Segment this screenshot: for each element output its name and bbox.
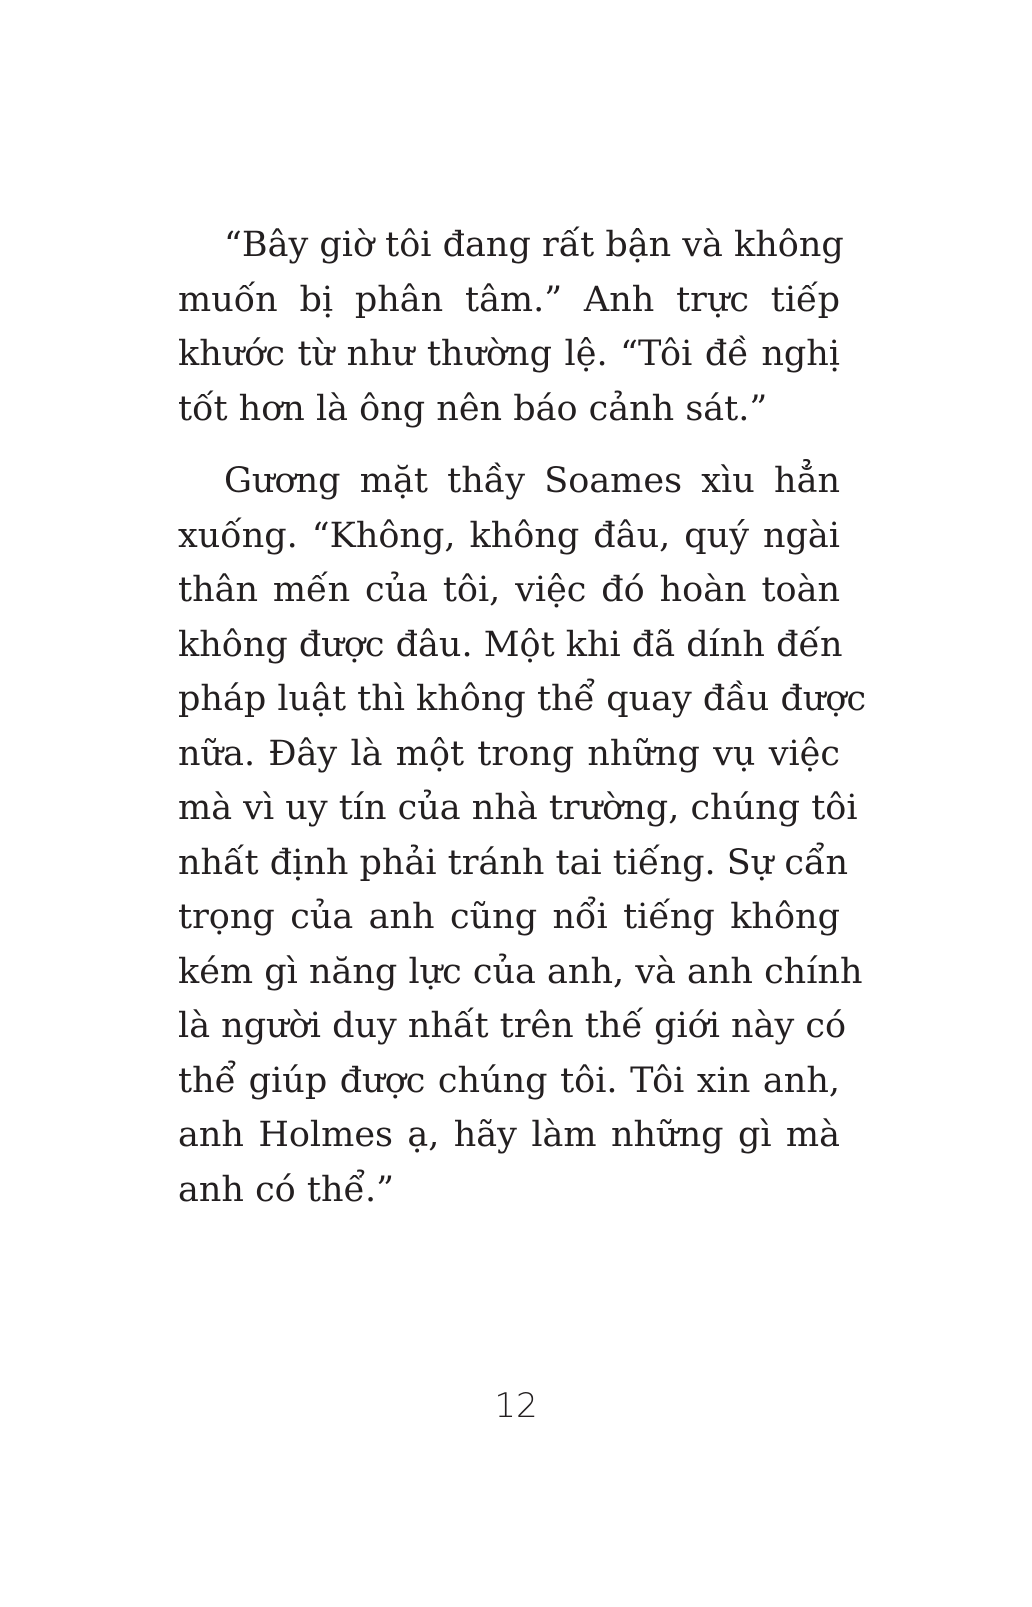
paragraph-line: tốt hơn là ông nên báo cảnh sát.” xyxy=(178,388,768,429)
paragraph-line: nhất định phải tránh tai tiếng. Sự cẩn xyxy=(178,842,849,883)
paragraph-line: pháp luật thì không thể quay đầu được xyxy=(178,679,867,719)
paragraph-line: kém gì năng lực của anh, và anh chính xyxy=(178,951,863,992)
paragraph-spacer xyxy=(178,436,840,454)
paragraph-1 xyxy=(178,218,844,436)
paragraph-2 xyxy=(178,454,867,1217)
paragraph-line: không được đâu. Một khi đã dính đến xyxy=(178,624,843,665)
paragraph-line: khước từ như thường lệ. “Tôi đề nghị xyxy=(178,334,840,374)
page-body xyxy=(178,218,867,1217)
paragraph-line: thể giúp được chúng tôi. Tôi xin anh, xyxy=(178,1060,840,1101)
page-number: 12 xyxy=(494,1386,538,1426)
paragraph-line: nữa. Đây là một trong những vụ việc xyxy=(178,733,840,774)
paragraph-line: trọng của anh cũng nổi tiếng không xyxy=(178,897,840,937)
paragraph-line: anh có thể.” xyxy=(178,1169,395,1210)
paragraph-line: muốn bị phân tâm.” Anh trực tiếp xyxy=(178,279,840,320)
paragraph-line: thân mến của tôi, việc đó hoàn toàn xyxy=(178,570,840,610)
paragraph-line: anh Holmes ạ, hãy làm những gì mà xyxy=(178,1115,840,1155)
paragraph-line: xuống. “Không, không đâu, quý ngài xyxy=(178,515,840,556)
paragraph-line: là người duy nhất trên thế giới này có xyxy=(178,1006,847,1046)
paragraph-line: Gương mặt thầy Soames xìu hẳn xyxy=(224,461,840,501)
paragraph-line: mà vì uy tín của nhà trường, chúng tôi xyxy=(178,788,858,828)
paragraph-line: “Bây giờ tôi đang rất bận và không xyxy=(224,225,844,265)
